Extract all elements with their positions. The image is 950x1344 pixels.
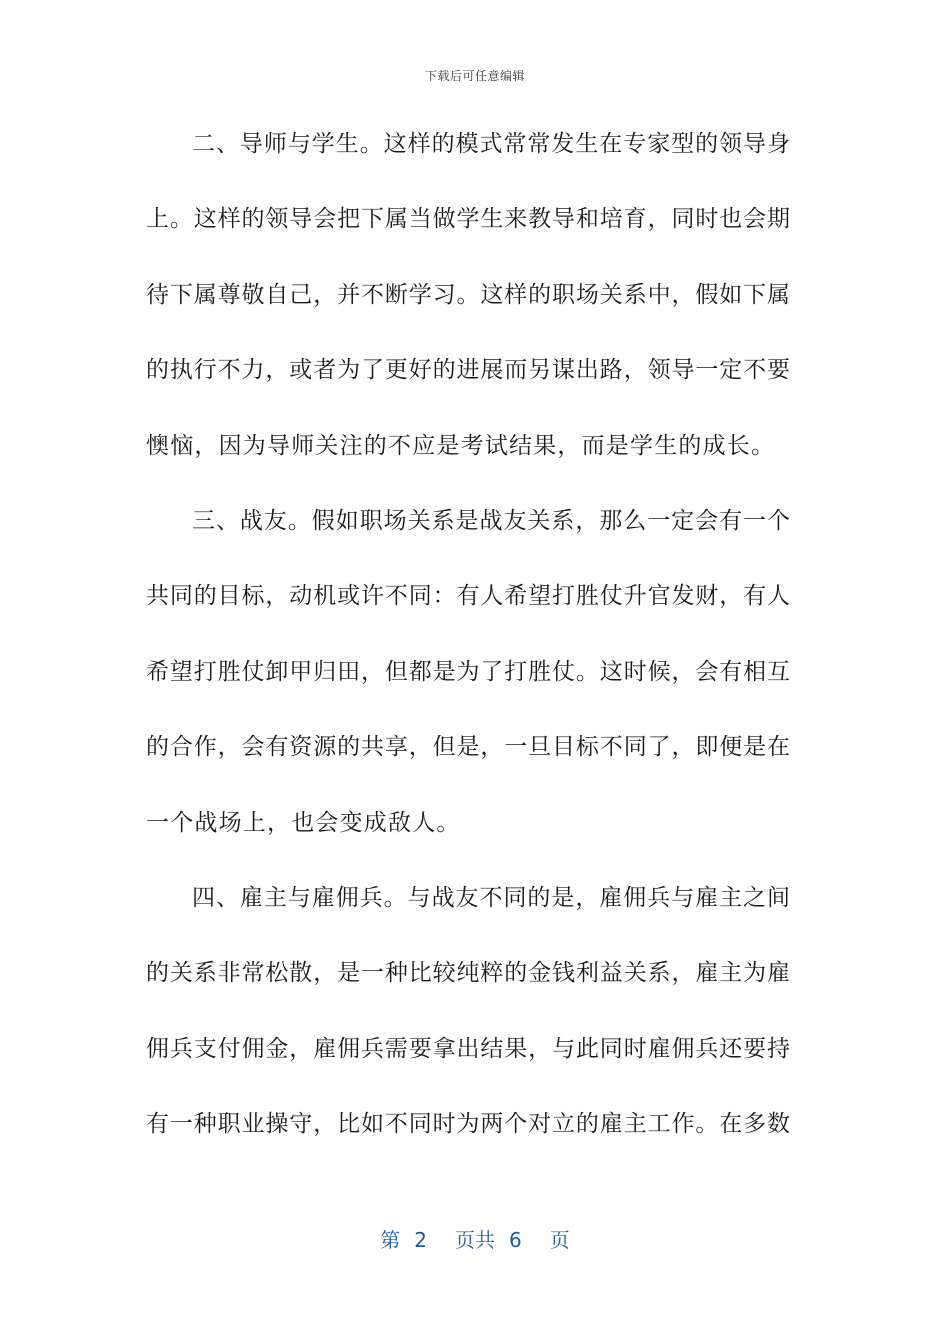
page-footer — [0, 1224, 950, 1253]
footer-total-pages: 6 — [509, 1228, 522, 1252]
footer-suffix: 页 — [549, 1228, 570, 1252]
body-text — [146, 121, 790, 1176]
paragraph-3-line-4: 有一种职业操守，比如不同时为两个对立的雇主工作。在多数 — [146, 1111, 790, 1138]
paragraph-1-line-5: 懊恼，因为导师关注的不应是考试结果，而是学生的成长。 — [146, 432, 776, 459]
paragraph-3-line-1: 四、雇主与雇佣兵。与战友不同的是，雇佣兵与雇主之间 — [192, 884, 790, 911]
paragraph-1-line-4: 的执行不力，或者为了更好的进展而另谋出路，领导一定不要 — [146, 357, 790, 384]
footer-prefix: 第 — [380, 1228, 401, 1252]
paragraph-2-line-5: 一个战场上，也会变成敌人。 — [146, 809, 461, 836]
paragraph-2-line-1: 三、战友。假如职场关系是战友关系，那么一定会有一个 — [192, 507, 790, 534]
paragraph-2-line-2: 共同的目标，动机或许不同：有人希望打胜仗升官发财，有人 — [146, 583, 790, 610]
footer-current-page: 2 — [414, 1228, 427, 1252]
paragraph-3-line-3: 佣兵支付佣金，雇佣兵需要拿出结果，与此同时雇佣兵还要持 — [146, 1035, 790, 1062]
paragraph-1-line-3: 待下属尊敬自己，并不断学习。这样的职场关系中，假如下属 — [146, 281, 790, 308]
paragraph-1-line-1: 二、导师与学生。这样的模式常常发生在专家型的领导身 — [192, 131, 790, 157]
paragraph-3-line-2: 的关系非常松散，是一种比较纯粹的金钱利益关系，雇主为雇 — [146, 960, 790, 987]
paragraph-1-line-2: 上。这样的领导会把下属当做学生来教导和培育，同时也会期 — [146, 206, 790, 233]
page-header: 下载后可任意编辑 — [424, 69, 525, 83]
paragraph-2-line-4: 的合作，会有资源的共享，但是，一旦目标不同了，即便是在 — [146, 734, 790, 761]
paragraph-2-line-3: 希望打胜仗卸甲归田，但都是为了打胜仗。这时候，会有相互 — [146, 658, 790, 685]
footer-middle: 页共 — [455, 1228, 495, 1252]
